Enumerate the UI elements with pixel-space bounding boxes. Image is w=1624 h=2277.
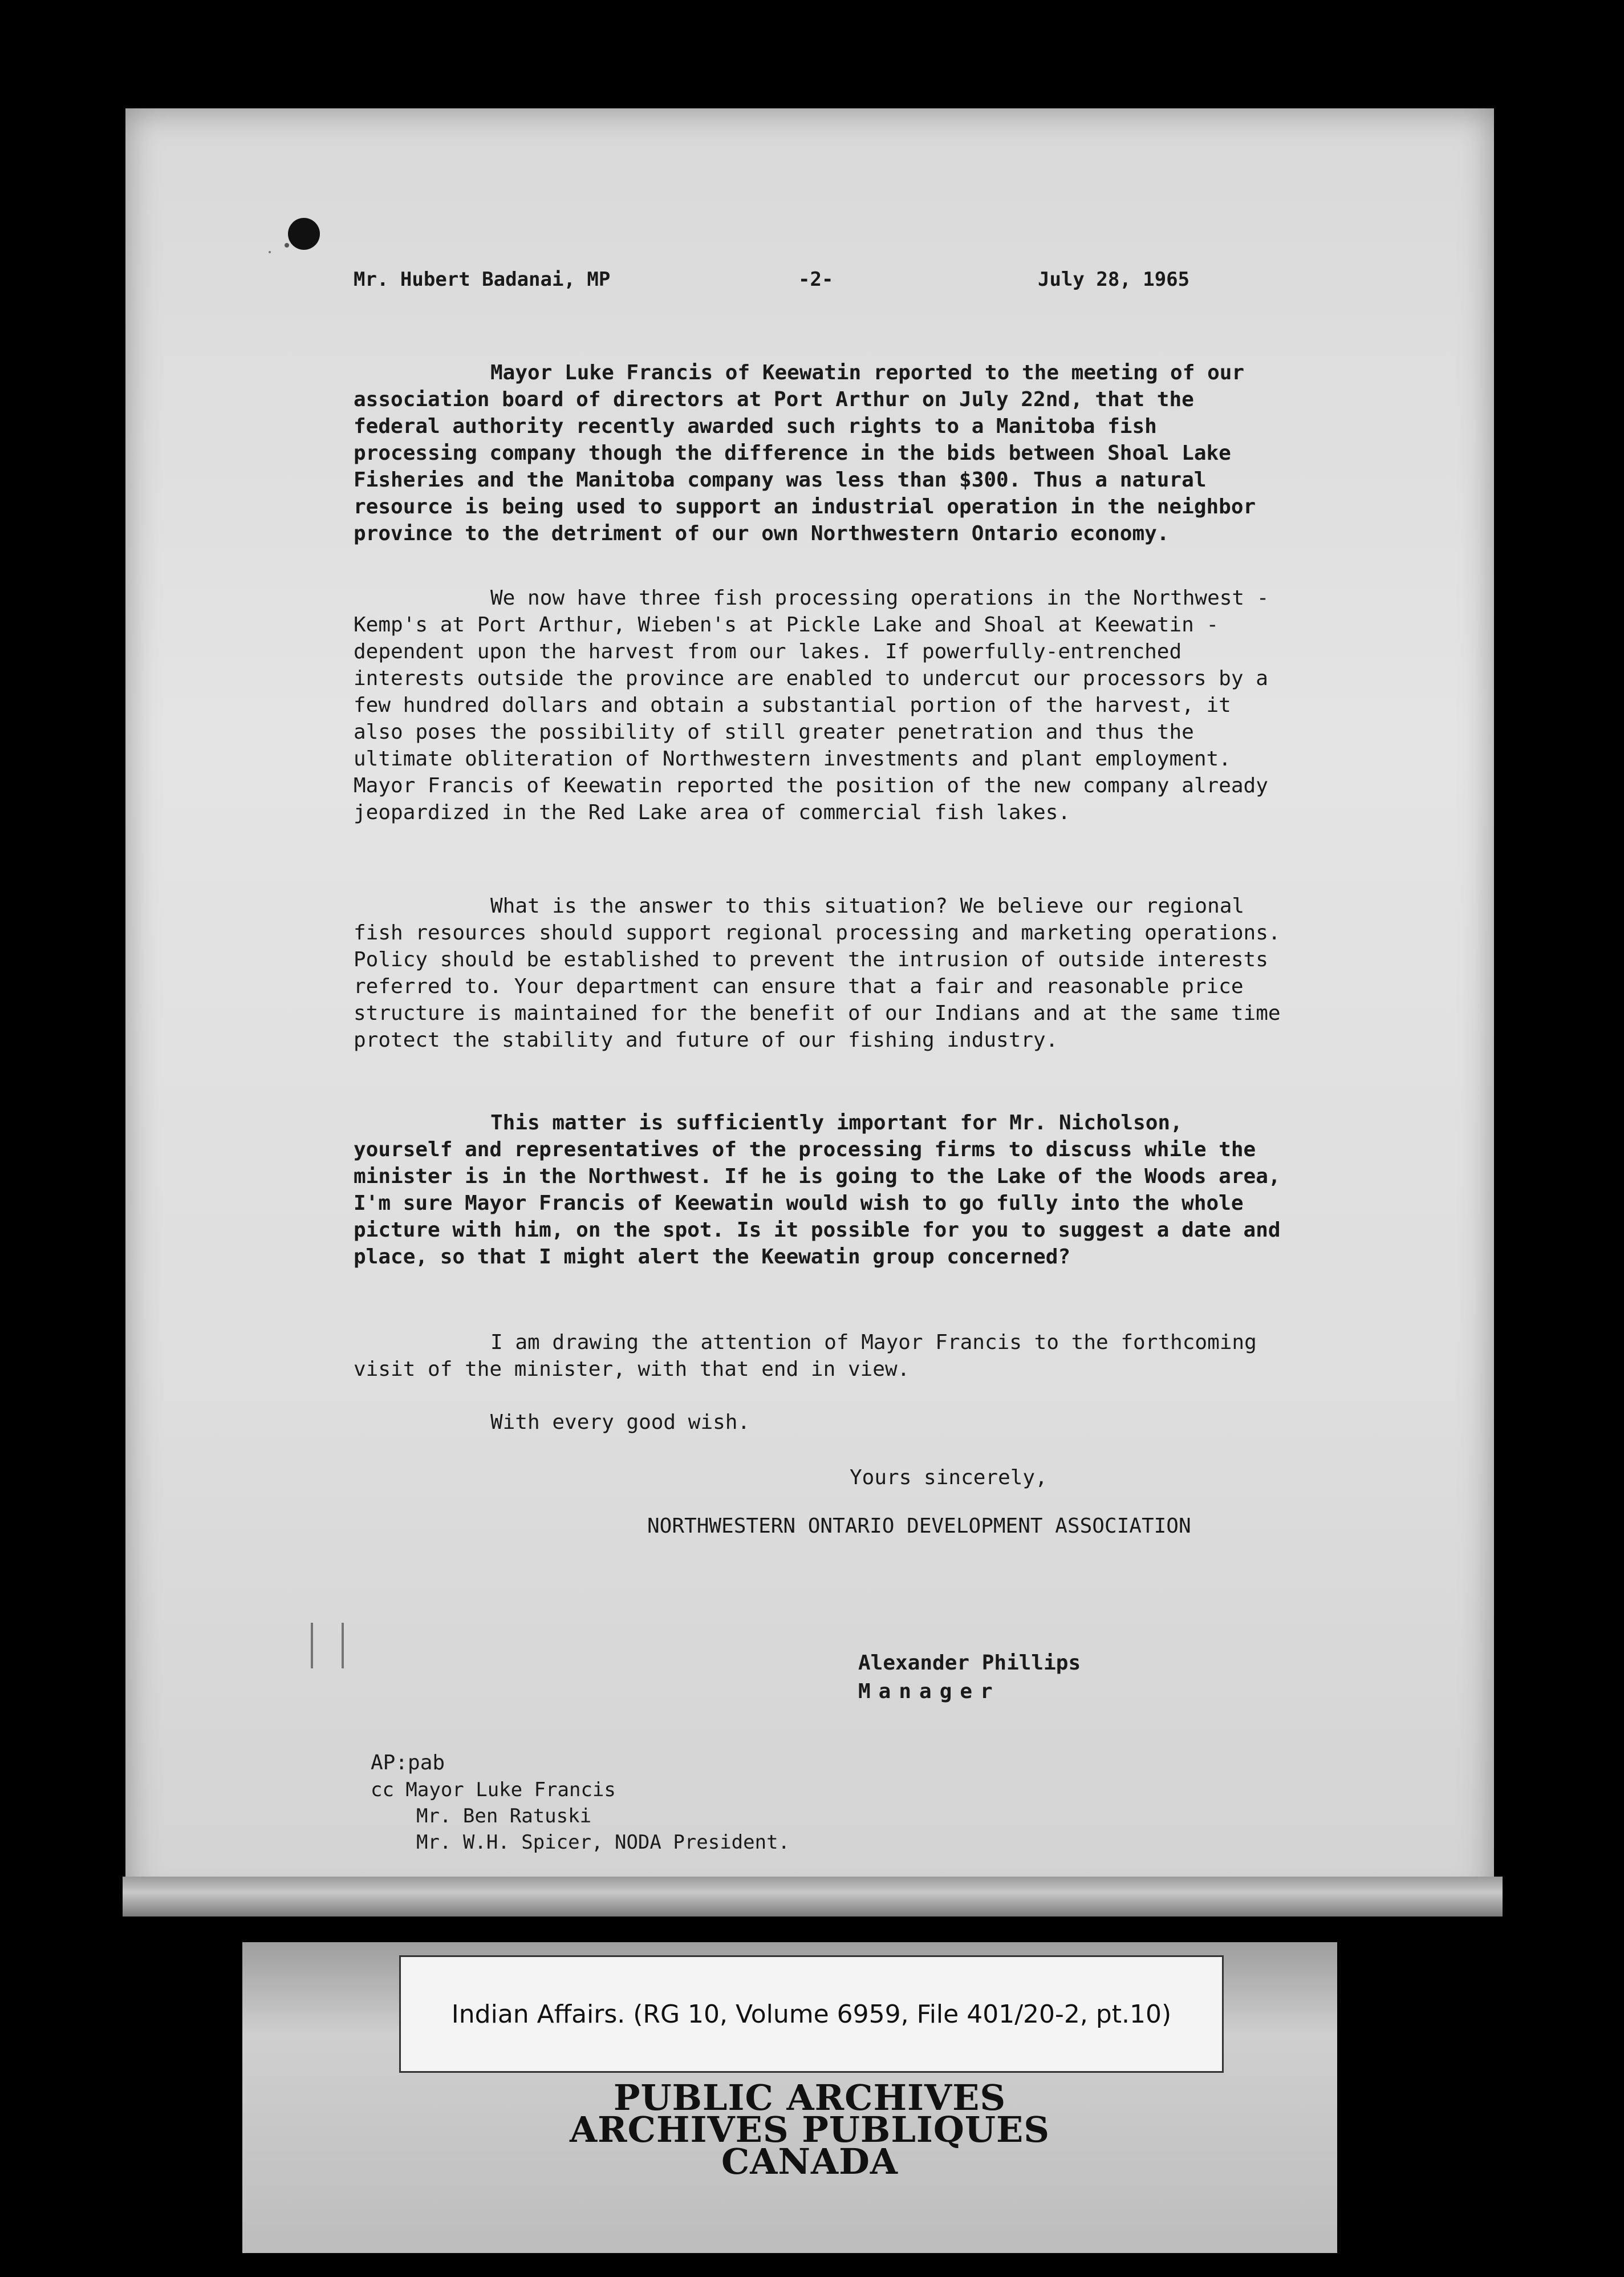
cc-item: cc Mayor Luke Francis (371, 1778, 616, 1801)
archive-stamp (399, 2077, 1220, 2182)
recipient: Mr. Hubert Badanai, MP (354, 268, 611, 291)
cc-item: Mr. W.H. Spicer, NODA President. (416, 1831, 790, 1854)
cc-item: Mr. Ben Ratuski (416, 1805, 592, 1828)
signer-name: Alexander Phillips (858, 1651, 1081, 1675)
paragraph-3: What is the answer to this situation? We believe our regional fish resources should support regional processing and marketing operations. Policy should be established to prevent the intrusion of outside interests referred to. Your department can ensure that a fair and reasonable price structure is maintained for the benefit of our Indians and at the same time protect the stability and future of our fishing industry. (354, 894, 1281, 1052)
archive-reference: Indian Affairs. (RG 10, Volume 6959, File 401/20-2, pt.10) (399, 1955, 1224, 2073)
signer-title: Manager (858, 1680, 1001, 1703)
paragraph-2: We now have three fish processing operations in the Northwest - Kemp's at Port Arthur, Wieben's at Pickle Lake and Shoal at Keewatin - dependent upon the harvest from our lakes. If powerfully-entrenched interests outside the province are enabled to undercut our processors by a few hundred dollars and obtain a substantial portion of the harvest, it also poses the possibility of still greater penetration and thus the ultimate obliteration of Northwestern investments and plant employment. Mayor Francis of Keewatin reported the position of the new company already jeopardized in the Red Lake area of commercial fish lakes. (354, 586, 1269, 824)
margin-mark (311, 1623, 344, 1668)
letter-date: July 28, 1965 (1038, 268, 1190, 291)
page-stack-edge (123, 1877, 1503, 1917)
cc-list (371, 1777, 790, 1855)
stamp-line: ARCHIVES PUBLIQUES (569, 2109, 1050, 2150)
complimentary-close: Yours sincerely, (850, 1466, 1048, 1489)
paragraph-5: I am drawing the attention of Mayor Francis to the forthcoming visit of the minister, with that end in view. (354, 1331, 1257, 1381)
paragraph-4: This matter is sufficiently important for Mr. Nicholson, yourself and representatives of the processing firms to discuss while the minister is in the Northwest. If he is going to the Lake of the Woods area, I'm sure Mayor Francis of Keewatin would wish to go fully into the whole picture with him, on the spot. Is it possible for you to suggest a date and place, so that I might alert the Keewatin group concerned? (354, 1111, 1281, 1269)
stamp-line: CANADA (721, 2141, 899, 2182)
paragraph-6: With every good wish. (490, 1411, 750, 1434)
punch-hole (288, 218, 320, 250)
stamp-line: PUBLIC ARCHIVES (613, 2077, 1006, 2118)
typist-initials: AP:pab (371, 1751, 445, 1774)
paragraph-1: Mayor Luke Francis of Keewatin reported to the meeting of our association board of directors at Port Arthur on July 22nd, that the federal authority recently awarded such rights to a Manitoba fish processing company though the difference in the bids between Shoal Lake Fisheries and the Manitoba company was less than $300. Thus a natural resource is being used to support an industrial operation in the neighbor province to the detriment of our own Northwestern Ontario economy. (354, 361, 1256, 545)
organization-name: NORTHWESTERN ONTARIO DEVELOPMENT ASSOCIATION (647, 1514, 1191, 1538)
page-number: -2- (798, 268, 834, 291)
